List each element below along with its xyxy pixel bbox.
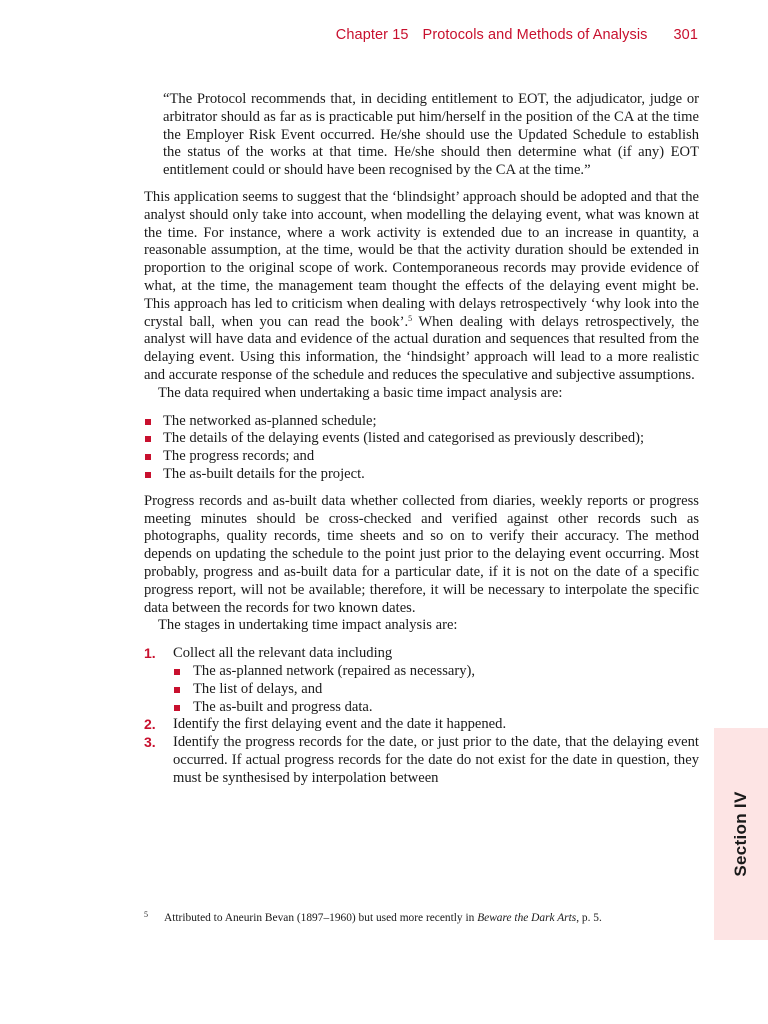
step-text: Identify the first delaying event and the date it happened. xyxy=(173,716,507,733)
sub-list-item: The as-planned network (repaired as necessary), xyxy=(173,663,699,681)
paragraph-stages: The stages in undertaking time impact analysis are: xyxy=(158,617,458,634)
running-head xyxy=(0,27,698,43)
square-bullet-icon xyxy=(145,419,151,425)
footnote-book-title: Beware the Dark Arts xyxy=(477,912,577,924)
chapter-label: Chapter 15 xyxy=(335,27,409,43)
sub-list-item: The list of delays, and xyxy=(173,681,699,699)
section-tab xyxy=(714,728,768,940)
data-required-list xyxy=(144,413,699,484)
step-sublist xyxy=(173,663,699,716)
section-tab-label: Section IV xyxy=(731,791,750,877)
step-number: 3. xyxy=(144,734,156,751)
step-item xyxy=(144,645,699,716)
paragraph-blindsight xyxy=(144,189,699,385)
footnote xyxy=(144,911,704,925)
square-bullet-icon xyxy=(145,454,151,460)
step-number: 2. xyxy=(144,716,156,733)
paragraph-text: This application seems to suggest that the ‘blindsight’ approach should be adopted and that the analyst should only take into account, when modelling the delaying event, what was known at the time. For instance, where a work activity is extended due to an increase in quantity, a reasonable assumption, at the time, would be that the activity duration should be extended in proportion to the original scope of work. Contemporaneous records may provide evidence of what, at the time, the management team thought the effects of the delaying event might be. This approach has led to criticism when dealing with delays retrospectively ‘why look into the crystal ball, when you can read the book’. xyxy=(144,188,699,330)
square-bullet-icon xyxy=(174,705,180,711)
paragraph-text: When dealing with delays retrospectively, the analyst will have data and evidence of the actual duration and sequences that resulted from the delaying event. Using this information, the ‘hindsight’ approach will lead to a more realistic and accurate response of the schedule and reduces the speculative and subjective assumptions. xyxy=(144,313,699,383)
footnote-ref[interactable]: 5 xyxy=(408,313,413,323)
footnote-mark: 5 xyxy=(144,910,148,919)
step-item xyxy=(144,734,699,787)
list-item: The progress records; and xyxy=(144,448,699,466)
main-text xyxy=(144,91,699,787)
step-number: 1. xyxy=(144,645,156,662)
list-item: The as-built details for the project. xyxy=(144,466,699,484)
paragraph-progress-records: Progress records and as-built data whether collected from diaries, weekly reports or progress meeting minutes should be cross-checked and verified against other records such as photographs, quality records, time sheets and so on to verify their accuracy. The method depends on updating the schedule to the point just prior to the delaying event occurring. Most probably, progress and as-built data for a particular date, if it is not on the date of a specific progress report, will not be available; therefore, it will be necessary to interpolate the specific data between the records for two known dates. xyxy=(144,492,699,616)
block-quote: “The Protocol recommends that, in deciding entitlement to EOT, the adjudicator, judge or arbitrator should as far as is practicable put him/herself in the position of the CA at the time the Employer Risk Event occurred. He/she should use the Updated Schedule to establish the status of the works at that time. He/she should then determine what (if any) EOT entitlement could or should have been recognised by the CA at the time.” xyxy=(163,91,699,179)
stages-list xyxy=(144,645,699,787)
page-number: 301 xyxy=(673,27,698,43)
square-bullet-icon xyxy=(145,472,151,478)
chapter-title: Protocols and Methods of Analysis xyxy=(422,27,648,43)
list-item: The details of the delaying events (listed and categorised as previously described); xyxy=(144,430,699,448)
square-bullet-icon xyxy=(174,687,180,693)
square-bullet-icon xyxy=(145,436,151,442)
step-text: Collect all the relevant data including xyxy=(173,645,393,662)
sub-list-item: The as-built and progress data. xyxy=(173,699,699,717)
step-item xyxy=(144,716,699,734)
step-text: Identify the progress records for the date, or just prior to the date, that the delaying event occurred. If actual progress records for the date do not exist for the date in question, they must be synthesised by interpolation between xyxy=(173,734,699,786)
footnote-text: Attributed to Aneurin Bevan (1897–1960) but used more recently in Beware the Dark Arts, p. 5. xyxy=(164,912,602,924)
square-bullet-icon xyxy=(174,669,180,675)
paragraph-data-required: The data required when undertaking a basic time impact analysis are: xyxy=(158,384,563,401)
list-item: The networked as-planned schedule; xyxy=(144,413,699,431)
